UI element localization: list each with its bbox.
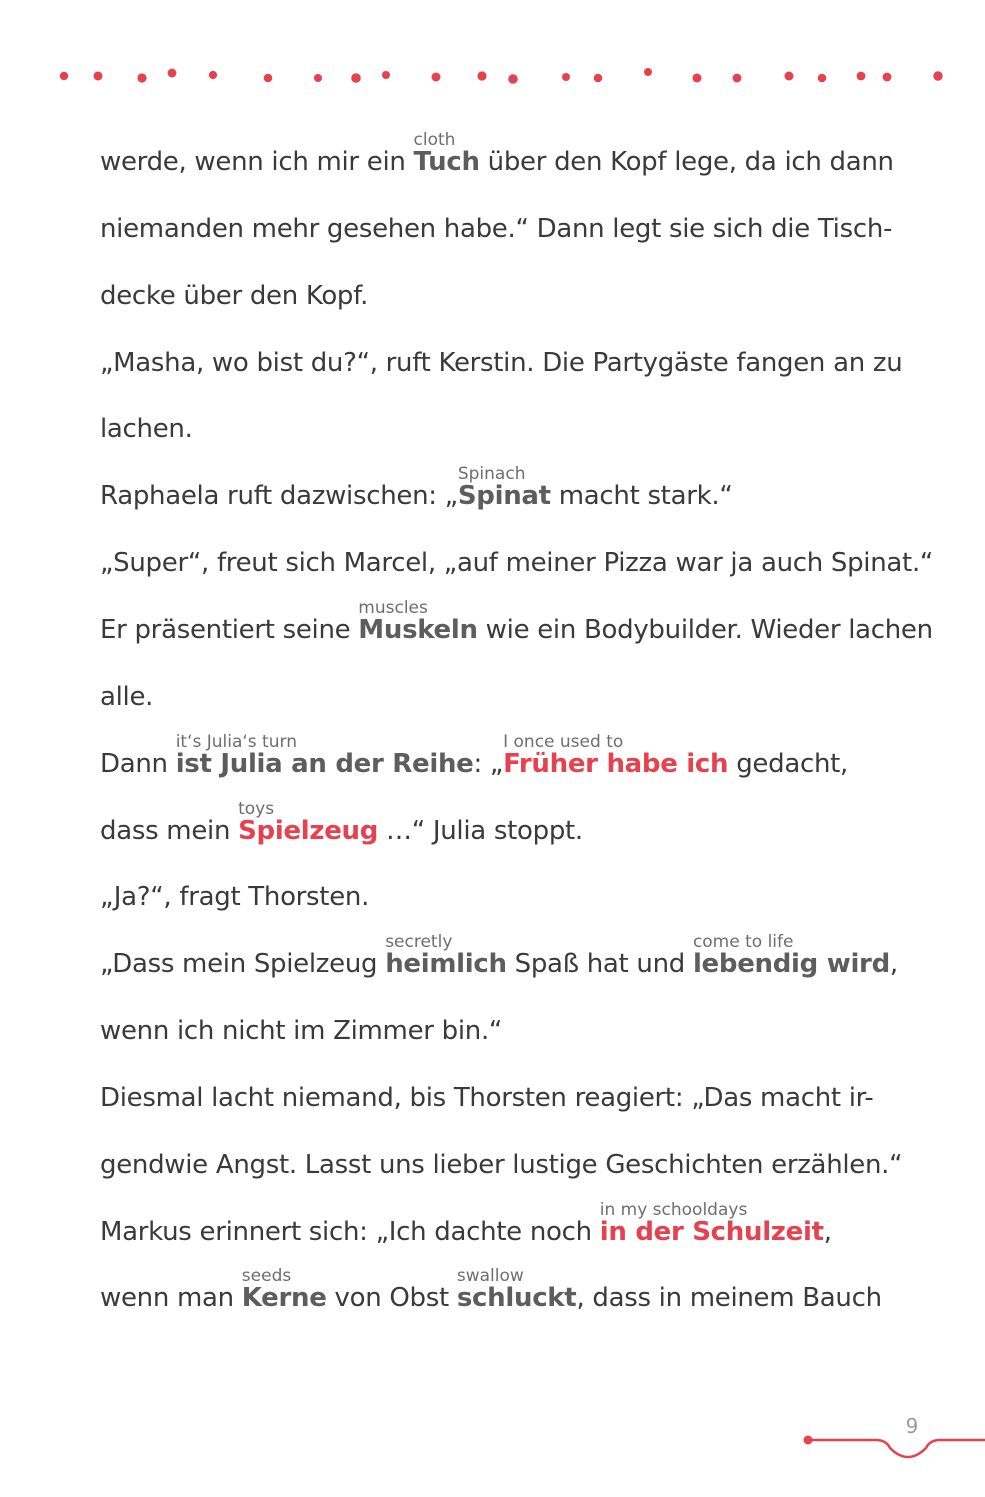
text-segment: Raphaela ruft dazwischen: „ [100, 481, 458, 511]
border-dot [351, 73, 361, 83]
text-line [100, 682, 153, 712]
text-line [100, 281, 368, 311]
keyword-text: ist Julia an der Reihe [175, 749, 474, 779]
text-segment: dass mein [100, 816, 239, 846]
keyword [241, 1266, 327, 1313]
text-segment: , [889, 949, 898, 979]
keyword-red [238, 799, 379, 846]
border-dot [60, 72, 68, 80]
page-number: 9 [905, 1414, 919, 1438]
text-segment: …“ Julia stoppt. [378, 816, 583, 846]
text-segment: macht stark.“ [550, 481, 733, 511]
text-segment: wenn man [100, 1283, 242, 1313]
text-segment: werde, wenn ich mir ein [100, 147, 414, 177]
keyword-text: Spielzeug [238, 816, 379, 846]
keyword-red [599, 1200, 824, 1247]
gloss-translation: muscles [358, 598, 428, 618]
text-segment: gendwie Angst. Lasst uns lieber lustige Geschichten erzählen.“ [100, 1150, 903, 1180]
keyword [175, 732, 474, 779]
text-line [100, 1083, 873, 1113]
decorative-dot-border [0, 0, 985, 110]
keyword [456, 1266, 577, 1313]
text-segment: „Ja?“, fragt Thorsten. [100, 882, 370, 912]
footer-dot [804, 1436, 813, 1445]
text-segment: , dass in meinem Bauch [576, 1283, 882, 1313]
text-line [100, 214, 892, 244]
text-line [100, 882, 369, 912]
text-line [100, 1016, 502, 1046]
keyword-text: Tuch [413, 147, 480, 177]
gloss-translation: swallow [456, 1266, 524, 1286]
text-segment: niemanden mehr gesehen habe.“ Dann legt sie sich die Tisch- [100, 214, 893, 244]
text-segment: Diesmal lacht niemand, bis Thorsten reagiert: „Das macht ir- [100, 1083, 874, 1113]
footer-curve [808, 1440, 985, 1457]
text-segment: Markus erinnert sich: „Ich dachte noch [100, 1217, 600, 1247]
gloss-translation: secretly [385, 932, 453, 952]
keyword [457, 464, 551, 511]
border-dot [693, 74, 702, 83]
text-line [100, 598, 933, 645]
border-dot [883, 73, 892, 82]
gloss-translation: toys [238, 799, 275, 819]
keyword-red [503, 732, 729, 779]
keyword-text: schluckt [456, 1283, 577, 1313]
text-line [100, 1266, 882, 1313]
border-dot [733, 74, 742, 83]
border-dot [644, 68, 652, 76]
border-dot [933, 71, 942, 80]
border-dot [432, 73, 441, 82]
border-dot [785, 72, 794, 81]
text-segment: „Super“, freut sich Marcel, „auf meiner Pizza war ja auch Spinat.“ [100, 548, 934, 578]
text-segment: „Masha, wo bist du?“, ruft Kerstin. Die Partygäste fangen an zu [100, 348, 903, 378]
keyword-text: heimlich [385, 949, 507, 979]
text-line [100, 732, 848, 779]
keyword-text: Muskeln [358, 615, 478, 645]
gloss-translation: in my schooldays [599, 1200, 748, 1220]
border-dot [137, 73, 146, 82]
border-dot [508, 74, 517, 83]
border-dot [857, 72, 866, 81]
text-segment: Dann [100, 749, 176, 779]
keyword [692, 932, 890, 979]
text-line [100, 130, 894, 177]
gloss-translation: I once used to [503, 732, 624, 752]
border-dot [382, 71, 390, 79]
gloss-translation: seeds [241, 1266, 292, 1286]
border-dot [209, 71, 217, 79]
border-dot [477, 71, 486, 80]
keyword-text: Früher habe ich [503, 749, 729, 779]
keyword [358, 598, 478, 645]
gloss-translation: it‘s Julia‘s turn [175, 732, 297, 752]
text-segment: : „ [473, 749, 504, 779]
text-segment: von Obst [326, 1283, 457, 1313]
text-segment: Er präsentiert seine [100, 615, 359, 645]
gloss-translation: come to life [692, 932, 794, 952]
border-dot [594, 74, 603, 83]
keyword [413, 130, 480, 177]
text-segment: gedacht, [728, 749, 848, 779]
text-line [100, 799, 583, 846]
text-segment: decke über den Kopf. [100, 281, 369, 311]
keyword [385, 932, 507, 979]
text-line [100, 1150, 902, 1180]
gloss-translation: cloth [413, 130, 456, 150]
text-segment: über den Kopf lege, da ich dann [479, 147, 894, 177]
text-segment: lachen. [100, 414, 193, 444]
text-line [100, 548, 933, 578]
text-segment: , [823, 1217, 832, 1247]
text-line [100, 348, 902, 378]
gloss-translation: Spinach [457, 464, 526, 484]
keyword-text: in der Schulzeit [599, 1217, 824, 1247]
footer-ornament [0, 1400, 985, 1480]
keyword-text: lebendig wird [692, 949, 890, 979]
text-segment: alle. [100, 682, 154, 712]
border-dot [264, 74, 273, 83]
text-segment: Spaß hat und [506, 949, 693, 979]
text-line [100, 932, 898, 979]
border-dot [94, 72, 103, 81]
text-segment: „Dass mein Spielzeug [100, 949, 386, 979]
text-line [100, 1200, 832, 1247]
text-segment: wie ein Bodybuilder. Wieder lachen [477, 615, 933, 645]
text-line [100, 464, 733, 511]
keyword-text: Kerne [241, 1283, 327, 1313]
border-dot [562, 73, 570, 81]
border-dot [314, 74, 322, 82]
border-dot [818, 74, 827, 83]
text-line [100, 414, 193, 444]
text-segment: wenn ich nicht im Zimmer bin.“ [100, 1016, 503, 1046]
border-dot [168, 69, 177, 78]
keyword-text: Spinat [457, 481, 551, 511]
